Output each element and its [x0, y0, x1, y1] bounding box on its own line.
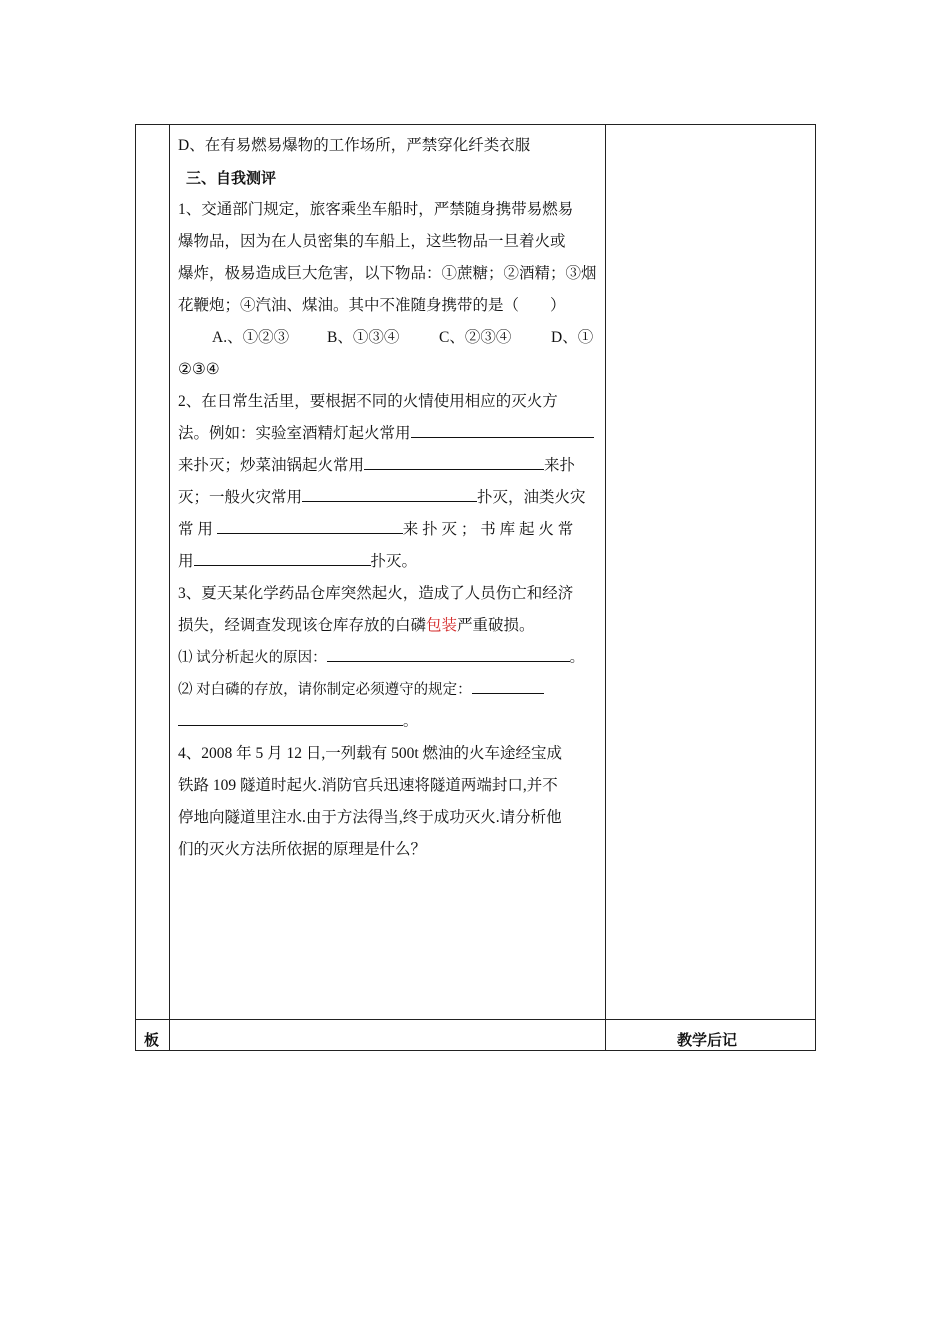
q1-line-1: 1、交通部门规定，旅客乘坐车船时，严禁随身携带易燃易: [178, 201, 574, 218]
q1-options: [178, 322, 598, 354]
main-cell-content: [178, 130, 598, 866]
q2-line-4: [178, 482, 598, 514]
answer-blank[interactable]: [217, 515, 403, 534]
q3-sub-1: [178, 642, 598, 674]
q2-line-5: [178, 514, 598, 546]
q2-line-4-end: 扑灭，油类火灾: [477, 489, 586, 506]
q3-sub-2-text: ⑵ 对白磷的存放，请你制定必须遵守的规定：: [178, 682, 472, 698]
q2-line-2-text: 法。例如：实验室酒精灯起火常用: [178, 425, 411, 442]
footer-row-divider: [136, 1019, 815, 1020]
q1-option-d-continued: ②③④: [178, 361, 220, 378]
q1-line-2: 爆物品，因为在人员密集的车船上，这些物品一旦着火或: [178, 233, 566, 250]
q4-line-4: 们的灭火方法所依据的原理是什么？: [178, 841, 427, 858]
option-d-line: D、在有易燃易爆物的工作场所，严禁穿化纤类衣服: [178, 137, 531, 154]
column-divider-right: [605, 125, 606, 1050]
q1-line-3: 爆炸，极易造成巨大危害，以下物品：①蔗糖；②酒精；③烟: [178, 265, 597, 282]
q2-line-5-text: 常 用: [178, 521, 213, 538]
q3-line-2-end: 严重破损。: [457, 617, 535, 634]
q3-sub-1-end: 。: [569, 650, 585, 666]
q2-line-3: [178, 450, 598, 482]
footer-teaching-notes-label: 教学后记: [677, 1031, 738, 1049]
q3-sub-2: [178, 674, 598, 706]
q3-sub-1-text: ⑴ 试分析起火的原因：: [178, 650, 327, 666]
answer-blank[interactable]: [194, 547, 371, 566]
q1-line-4: 花鞭炮；④汽油、煤油。其中不准随身携带的是（ ）: [178, 297, 566, 314]
answer-blank[interactable]: [178, 707, 403, 726]
q3-sub-2-continued: [178, 706, 598, 738]
q2-line-5-end: 来 扑 灭 ； 书 库 起 火 常: [402, 521, 574, 538]
answer-blank[interactable]: [302, 483, 477, 502]
q2-line-6-text: 用: [178, 553, 194, 570]
column-divider-left: [169, 125, 170, 1050]
q3-line-2: [178, 610, 598, 642]
q2-line-1: 2、在日常生活里，要根据不同的火情使用相应的灭火方: [178, 393, 558, 410]
q1-option-a: A.、①②③: [212, 329, 290, 346]
q2-line-3-end: 来扑: [544, 457, 576, 474]
q4-line-3: 停地向隧道里注水.由于方法得当,终于成功灭火.请分析他: [178, 809, 562, 826]
q2-line-6-end: 扑灭。: [370, 553, 418, 570]
q4-line-2: 铁路 109 隧道时起火.消防官兵迅速将隧道两端封口,并不: [178, 777, 558, 794]
q3-sub-2-end: 。: [403, 714, 418, 730]
q2-line-2: [178, 418, 598, 450]
answer-blank[interactable]: [411, 419, 594, 438]
q1-option-d: D、①: [551, 329, 594, 346]
answer-blank[interactable]: [364, 451, 544, 470]
q3-line-2-text: 损失，经调查发现该仓库存放的白磷: [178, 617, 427, 634]
section-title: 三、自我测评: [186, 169, 277, 187]
q2-line-4-text: 灭；一般火灾常用: [178, 489, 303, 506]
q1-option-c: C、②③④: [439, 329, 512, 346]
q2-line-3-text: 来扑灭；炒菜油锅起火常用: [178, 457, 365, 474]
q3-highlight-word: 包装: [426, 617, 458, 634]
footer-left-label: 板: [144, 1031, 160, 1049]
q1-option-b: B、①③④: [327, 329, 400, 346]
answer-blank[interactable]: [327, 643, 570, 662]
q2-line-6: [178, 546, 598, 578]
q4-line-1: 4、2008 年 5 月 12 日,一列载有 500t 燃油的火车途经宝成: [178, 745, 563, 762]
answer-blank[interactable]: [472, 675, 544, 694]
q3-line-1: 3、夏天某化学药品仓库突然起火，造成了人员伤亡和经济: [178, 585, 574, 602]
